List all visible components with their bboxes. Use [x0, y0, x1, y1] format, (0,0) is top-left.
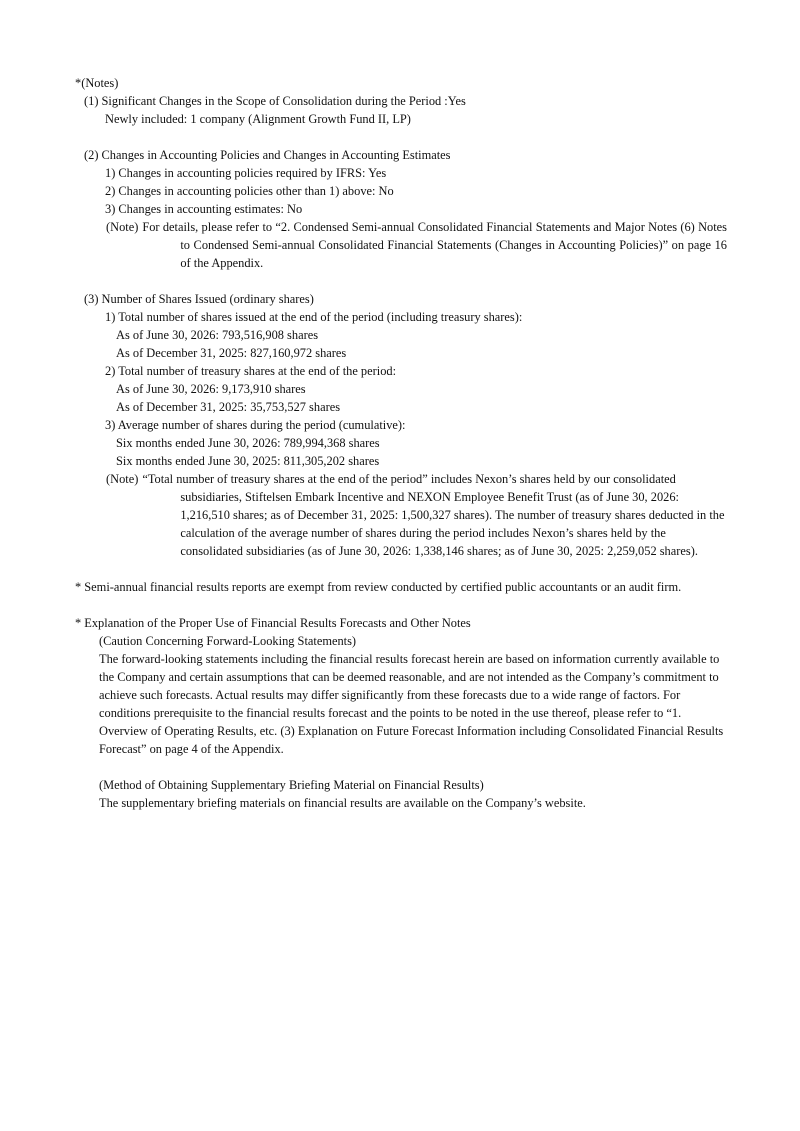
section3-item-1-a: As of June 30, 2026: 793,516,908 shares: [116, 328, 319, 342]
section2-item-1: 1) Changes in accounting policies required by IFRS: Yes: [105, 166, 387, 180]
section2-item-2: 2) Changes in accounting policies other than 1) above: No: [105, 184, 394, 198]
section3-item-2: 2) Total number of treasury shares at the end of the period:: [105, 364, 397, 378]
section3-item-1: 1) Total number of shares issued at the end of the period (including treasury shares):: [105, 310, 523, 324]
section3-item-3-b: Six months ended June 30, 2025: 811,305,202 shares: [116, 454, 380, 468]
notes-document: [75, 74, 727, 812]
spacer: [75, 596, 727, 614]
spacer: [75, 128, 727, 146]
section3-item-3-a: Six months ended June 30, 2026: 789,994,368 shares: [116, 436, 380, 450]
review-note: * Semi-annual financial results reports are exempt from review conducted by certified public accountants or an audit firm.: [75, 580, 682, 594]
section3-note: [75, 470, 727, 560]
caution-heading: (Caution Concerning Forward-Looking Statements): [99, 634, 357, 648]
section3-item-2-a: As of June 30, 2026: 9,173,910 shares: [116, 382, 306, 396]
section3-title: (3) Number of Shares Issued (ordinary shares): [84, 292, 314, 306]
caution-text: The forward-looking statements including the financial results forecast herein are based on information currently available to the Company and certain assumptions that can be deemed reasonable, and are not intended as the Company’s commitment to achieve such forecasts. Actual results may differ significantly from these forecasts due to a wide range of factors. For conditions prerequisite to the financial results forecast and the points to be noted in the use thereof, please refer to “1. Overview of Operating Results, etc. (3) Explanation on Future Forecast Information including Consolidated Financial Results Forecast” on page 4 of the Appendix.: [99, 652, 724, 756]
section3-item-3: 3) Average number of shares during the period (cumulative):: [105, 418, 406, 432]
section2-title: (2) Changes in Accounting Policies and Changes in Accounting Estimates: [84, 148, 451, 162]
notes-heading: *(Notes): [75, 76, 119, 90]
method-heading: (Method of Obtaining Supplementary Briefing Material on Financial Results): [99, 778, 484, 792]
method-text: The supplementary briefing materials on financial results are available on the Company’s website.: [99, 796, 586, 810]
explanation-body: [75, 632, 727, 812]
spacer: [99, 758, 727, 776]
spacer: [75, 560, 727, 578]
spacer: [75, 272, 727, 290]
section3-item-1-b: As of December 31, 2025: 827,160,972 shares: [116, 346, 347, 360]
section2-note: [75, 218, 727, 272]
section1-line: Newly included: 1 company (Alignment Growth Fund II, LP): [105, 112, 411, 126]
explanation-title: * Explanation of the Proper Use of Financial Results Forecasts and Other Notes: [75, 616, 471, 630]
note-text: “Total number of treasury shares at the end of the period” includes Nexon’s shares held by our consolidated subsidiaries, Stiftelsen Embark Incentive and NEXON Employee Benefit Trust (as of June 30, 2026: 1,216,510 shares; as of December 31, 2025: 1,500,327 shares). The number of treasury shares deducted in the calculation of the average number of shares during the period includes Nexon’s shares held by the consolidated subsidiaries (as of June 30, 2026: 1,338,146 shares; as of June 30, 2025: 2,259,052 shares).: [142, 472, 725, 558]
note-tag: (Note): [106, 472, 139, 486]
section2-item-3: 3) Changes in accounting estimates: No: [105, 202, 303, 216]
note-text: For details, please refer to “2. Condensed Semi-annual Consolidated Financial Statements and Major Notes (6) Notes to Condensed Semi-annual Consolidated Financial Statements (Changes in Accounting Policies)” on page 16 of the Appendix.: [142, 220, 727, 270]
section1-title: (1) Significant Changes in the Scope of Consolidation during the Period :Yes: [84, 94, 466, 108]
note-tag: (Note): [106, 220, 139, 234]
section3-item-2-b: As of December 31, 2025: 35,753,527 shares: [116, 400, 341, 414]
